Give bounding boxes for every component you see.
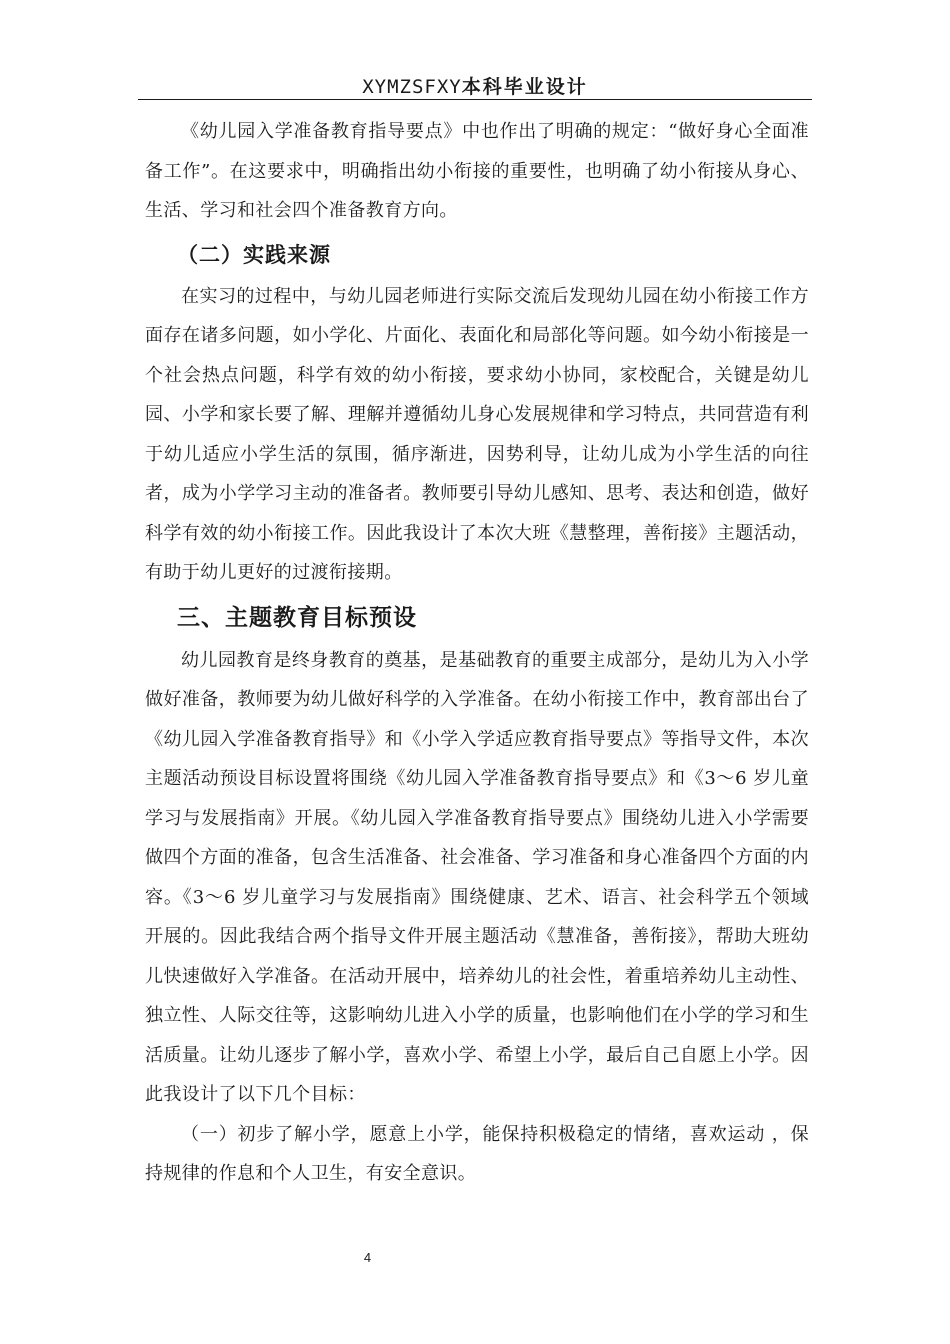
header-title: 本科毕业设计 [461, 76, 588, 98]
page-body [145, 112, 809, 1194]
body-paragraph: （一）初步了解小学，愿意上小学，能保持积极稳定的情绪，喜欢运动 ，保持规律的作息和个人卫生，有安全意识。 [145, 1123, 809, 1184]
header-divider [138, 99, 812, 100]
body-paragraph: 在实习的过程中，与幼儿园老师进行实际交流后发现幼儿园在幼小衔接工作方面存在诸多问题，如小学化、片面化、表面化和局部化等问题。如今幼小衔接是一个社会热点问题，科学有效的幼小衔接，要求幼小协同，家校配合，关键是幼儿园、小学和家长要了解、理解并遵循幼儿身心发展规律和学习特点，共同营造有利于幼儿适应小学生活的氛围，循序渐进，因势利导，让幼儿成为小学生活的向往者，成为小学学习主动的准备者。教师要引导幼儿感知、思考、表达和创造，做好科学有效的幼小衔接工作。因此我设计了本次大班《慧整理，善衔接》主题活动，有助于幼儿更好的过渡衔接期。 [145, 285, 809, 583]
body-paragraph: 《幼儿园入学准备教育指导要点》中也作出了明确的规定：“做好身心全面准备工作”。在这要求中，明确指出幼小衔接的重要性，也明确了幼小衔接从身心、生活、学习和社会四个准备教育方向。 [145, 121, 809, 221]
page-number: 4 [363, 1250, 372, 1265]
header-code: XYMZSFXY [362, 76, 462, 98]
sub-heading: （二）实践来源 [177, 242, 331, 267]
page-header [138, 72, 812, 99]
body-paragraph: 幼儿园教育是终身教育的奠基，是基础教育的重要主成部分，是幼儿为入小学做好准备，教师要为幼儿做好科学的入学准备。在幼小衔接工作中，教育部出台了《幼儿园入学准备教育指导》和《小学入学适应教育指导要点》等指导文件，本次主题活动预设目标设置将围绕《幼儿园入学准备教育指导要点》和《3～6 岁儿童学习与发展指南》开展。《幼儿园入学准备教育指导要点》围绕幼儿进入小学需要做四个方面的准备，包含生活准备、社会准备、学习准备和身心准备四个方面的内容。《3～6 岁儿童学习与发展指南》围绕健康、艺术、语言、社会科学五个领域开展的。因此我结合两个指导文件开展主题活动《慧准备，善衔接》，帮助大班幼儿快速做好入学准备。在活动开展中，培养幼儿的社会性，着重培养幼儿主动性、独立性、人际交往等，这影响幼儿进入小学的质量，也影响他们在小学的学习和生活质量。让幼儿逐步了解小学，喜欢小学、希望上小学，最后自己自愿上小学。因此我设计了以下几个目标： [145, 649, 809, 1105]
section-heading: 三、主题教育目标预设 [177, 604, 417, 631]
